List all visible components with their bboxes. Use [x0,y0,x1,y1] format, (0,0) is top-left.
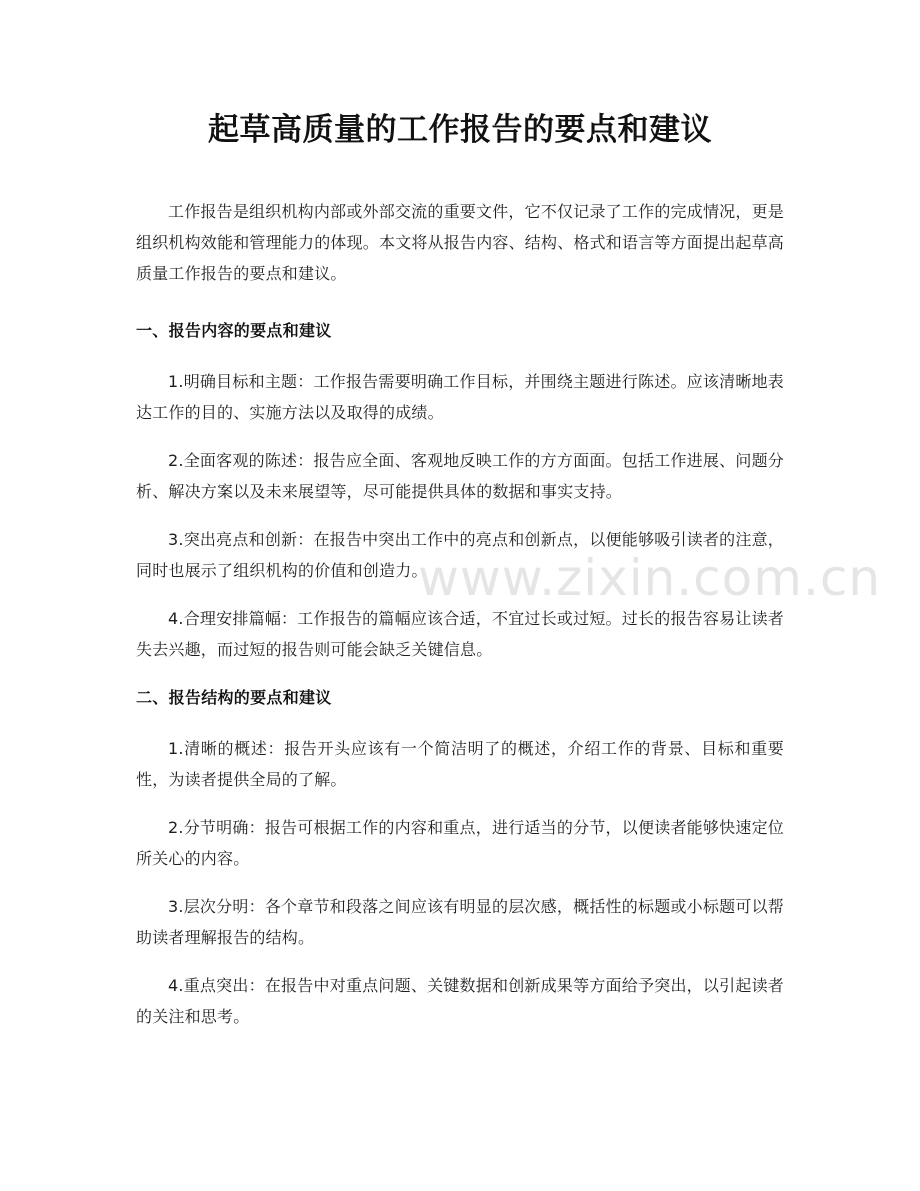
section-structure [136,682,784,1032]
list-item: 1.明确目标和主题：工作报告需要明确工作目标，并围绕主题进行陈述。应该清晰地表达工作的目的、实施方法以及取得的成绩。 [136,372,784,422]
watermark-text: www.zixin.com.cn [418,549,882,607]
section-heading: 二、报告结构的要点和建议 [136,688,332,707]
section-heading: 一、报告内容的要点和建议 [136,321,332,340]
section-content [136,315,784,665]
intro-paragraph: 工作报告是组织机构内部或外部交流的重要文件，它不仅记录了工作的完成情况，更是组织机构效能和管理能力的体现。本文将从报告内容、结构、格式和语言等方面提出起草高质量工作报告的要点和建议。 [136,202,785,283]
list-item: 3.突出亮点和创新：在报告中突出工作中的亮点和创新点，以便能够吸引读者的注意，同时也展示了组织机构的价值和创造力。 [136,530,784,580]
list-item: 2.分节明确：报告可根据工作的内容和重点，进行适当的分节，以便读者能够快速定位所关心的内容。 [136,818,784,868]
list-item: 2.全面客观的陈述：报告应全面、客观地反映工作的方方面面。包括工作进展、问题分析、解决方案以及未来展望等，尽可能提供具体的数据和事实支持。 [136,451,784,501]
page-title: 起草高质量的工作报告的要点和建议 [208,112,712,148]
list-item: 3.层次分明：各个章节和段落之间应该有明显的层次感，概括性的标题或小标题可以帮助读者理解报告的结构。 [136,897,784,947]
list-item: 4.重点突出：在报告中对重点问题、关键数据和创新成果等方面给予突出，以引起读者的关注和思考。 [136,976,784,1026]
list-item: 1.清晰的概述：报告开头应该有一个简洁明了的概述，介绍工作的背景、目标和重要性，为读者提供全局的了解。 [136,739,784,789]
list-item: 4.合理安排篇幅：工作报告的篇幅应该合适，不宜过长或过短。过长的报告容易让读者失去兴趣，而过短的报告则可能会缺乏关键信息。 [136,609,784,659]
